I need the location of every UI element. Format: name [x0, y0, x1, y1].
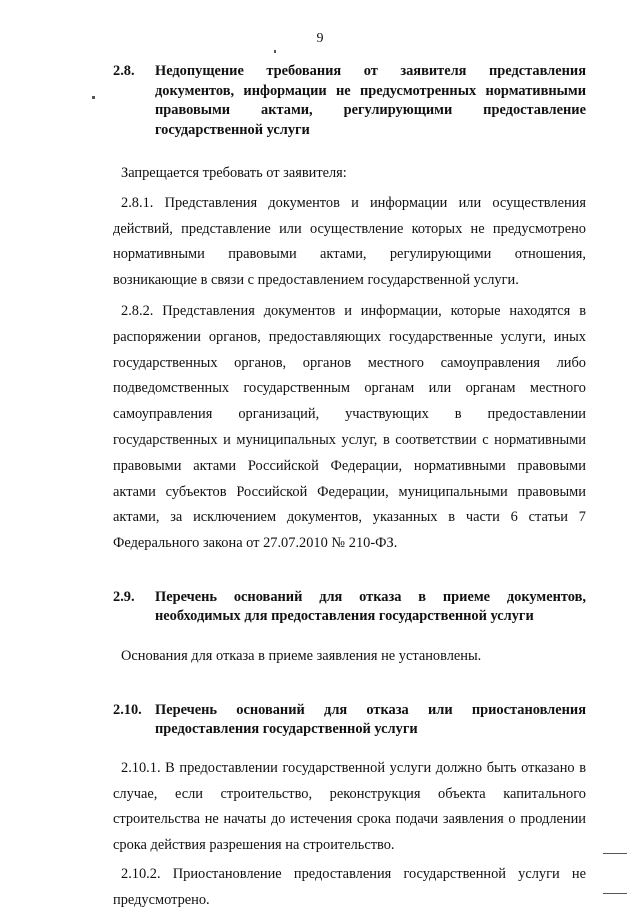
- section-heading-2-10: [113, 701, 586, 740]
- paragraph-lead: Запрещается требовать от заявителя:: [121, 165, 347, 181]
- paragraph-2-9: Основания для отказа в приеме заявления не установлены.: [121, 647, 482, 664]
- scan-speck: [603, 893, 627, 894]
- section-number: 2.10.: [113, 701, 142, 718]
- section-heading-2-9: [113, 588, 586, 627]
- section-title: Перечень оснований для отказа или приостановления предоставления государственной услуги: [155, 701, 586, 738]
- section-heading-2-8: [113, 62, 586, 140]
- section-number: 2.8.: [113, 63, 135, 79]
- document-body: [113, 62, 586, 914]
- paragraph-2-8-1: 2.8.1. Представления документов и информации или осуществления действий, представление или осуществление которых не предусмотрено нормативными правовыми актами, регулирующими отношения, возникающие в связи с предоставлением государственной услуги.: [113, 194, 586, 289]
- paragraph-2-8-2: 2.8.2. Представления документов и информации, которые находятся в распоряжении органов, предоставляющих государственные услуги, иных государственных органов, органов местного самоуправления либо подведомственных государственным органам или органам местного самоуправления организаций, участвующих в предоставлении государственных и муниципальных услуг, в соответствии с нормативными правовыми актами Российской Федерации, нормативными правовыми актами субъектов Российской Федерации, муниципальными правовыми актами, за исключением документов, указанных в части 6 статьи 7 Федерального закона от 27.07.2010 № 210-ФЗ.: [113, 302, 586, 552]
- scan-speck: [603, 853, 627, 854]
- scan-speck: [92, 96, 95, 99]
- section-number: 2.9.: [113, 588, 135, 605]
- page-number: 9: [316, 31, 324, 46]
- section-title: Недопущение требования от заявителя представления документов, информации не предусмотренных нормативными правовыми актами, регулирующими предоставление государственной услуги: [155, 63, 586, 138]
- section-title: Перечень оснований для отказа в приеме документов, необходимых для предоставления государственной услуги: [155, 588, 586, 625]
- scan-speck: [274, 50, 276, 53]
- paragraph-2-10-2: 2.10.2. Приостановление предоставления государственной услуги не предусмотрено.: [113, 865, 586, 908]
- paragraph-2-10-1: 2.10.1. В предоставлении государственной услуги должно быть отказано в случае, если строительство, реконструкция объекта капитального строительства не начаты до истечения срока подачи заявления о продлении срока действия разрешения на строительство.: [113, 759, 586, 854]
